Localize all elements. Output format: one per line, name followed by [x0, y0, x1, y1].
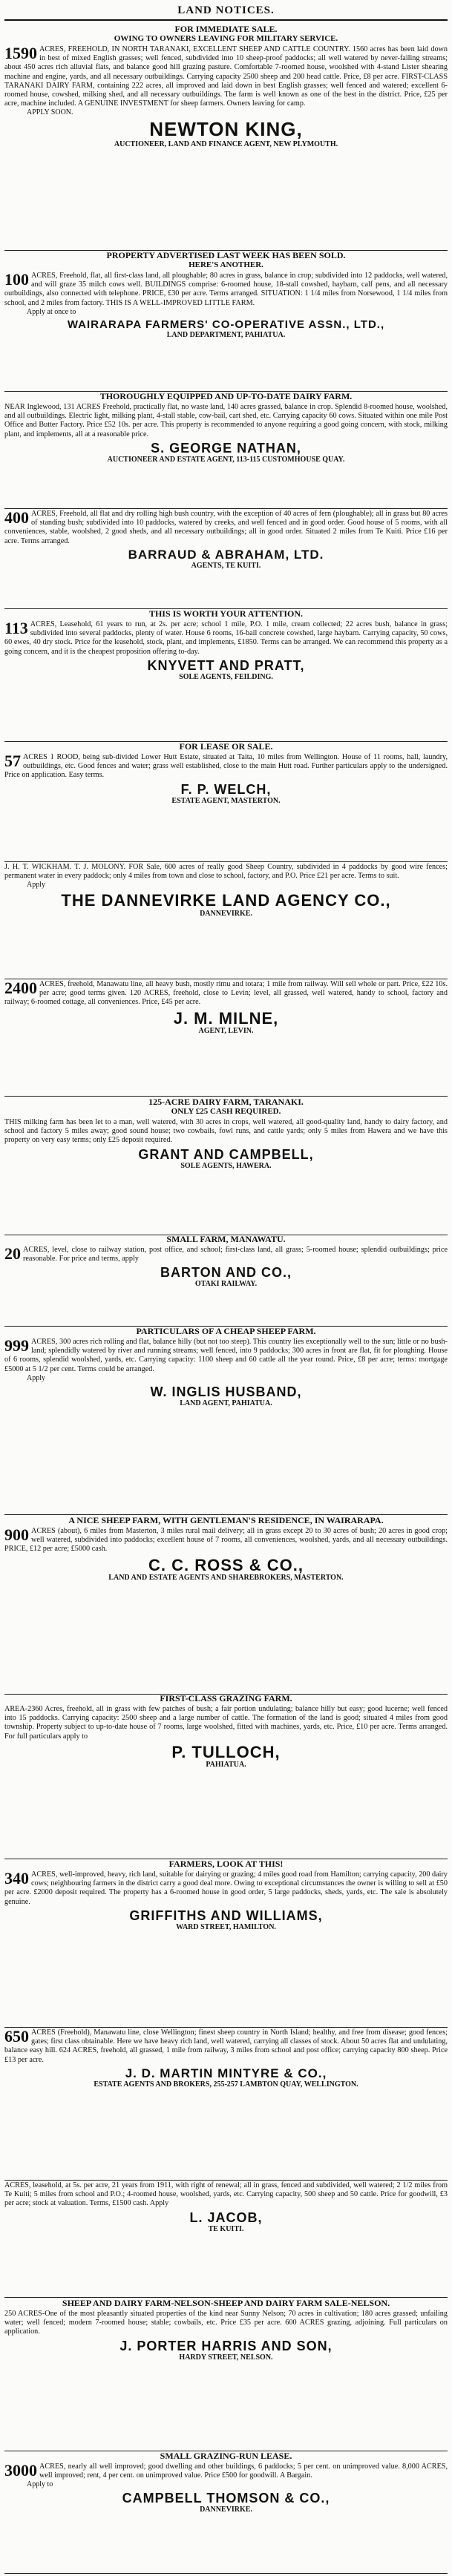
ad-signature: BARTON AND CO., — [160, 1265, 292, 1281]
ad-signature: THE DANNEVIRKE LAND AGENCY CO., — [61, 891, 391, 910]
ad-apply-note: Apply — [27, 1373, 45, 1382]
ad-signature-sub: SOLE AGENTS, FEILDING. — [179, 672, 273, 681]
land-ad — [4, 608, 448, 742]
ad-signature: BARRAUD & ABRAHAM, LTD. — [128, 547, 324, 562]
ad-body — [4, 403, 448, 439]
ad-signature: CAMPBELL THOMSON & CO., — [122, 2491, 330, 2506]
land-ad — [4, 2027, 448, 2181]
ad-body-text: ACRES, Freehold, all flat and dry rolling high bush country, with the exception of 40 acres of fern (ploughable); all in grass but 80 acres of standing bush; subdivided into 10 paddocks, watered by creeks, and well fenced and in good order. Good house of 5 rooms, with all conveniences, stable, woolshed, 2 good sheds, and all necessary outbuildings; all in good order. Situated 2 miles from Te Kuiti. Price £16 per acre. Terms arranged. — [4, 510, 448, 545]
ad-body-text: ACRES, leasehold, at 5s. per acre, 21 years from 1911, with right of renewal; all in grass, fenced and subdivided, well watered; 2 1/2 miles from Te Kuiti; 5 miles from school and P.O.; 4-roomed house, woolshed, yards, etc. Carrying capacity, 500 sheep and 50 cattle. Price for goodwill, £3 per acre; stock at valuation. Terms, £1500 cash. Apply — [4, 2181, 448, 2208]
ad-signature-sub: ESTATE AGENTS AND BROKERS, 255-257 LAMBTON QUAY, WELLINGTON. — [94, 2080, 358, 2089]
ad-body — [4, 272, 448, 308]
ad-body-text: 250 ACRES-One of the most pleasantly situated properties of the kind near Sunny Nelson; 70 acres in cultivation; 180 acres grassed; unfailing water; well fenced; modern 7-roomed house; stable; cowbails, etc. Price £35 per acre. 600 ACRES grazing, adjoining. Full particulars on application. — [4, 2310, 448, 2336]
ad-body-text: ACRES (Freehold), Manawatu line, close Wellington; finest sheep country in North Island; healthy, and free from disease; good fences; gates; first class obtainable. Here we have heavy rich land, well watered, carrying all classes of stock. About 50 acres flat and undulating, balance easy hill. 624 ACRES, freehold, all grassed, 1 mile from railway, 3 miles from school and post office; carrying capacity 800 sheep. Price £13 per acre. — [4, 2028, 448, 2064]
ad-apply-note: Apply to — [27, 2480, 53, 2489]
ad-signature: J. D. MARTIN MINTYRE & CO., — [125, 2066, 327, 2080]
ad-apply-note: Apply at once to — [27, 307, 76, 316]
ad-body — [4, 2028, 448, 2065]
ad-signature: C. C. ROSS & CO., — [148, 1555, 304, 1574]
ad-body — [4, 1527, 448, 1554]
ad-signature: L. JACOB, — [189, 2209, 263, 2225]
ad-heading: SMALL GRAZING-RUN LEASE. — [160, 2451, 292, 2461]
ad-heading: SHEEP AND DAIRY FARM-NELSON-SHEEP AND DAIRY FARM SALE-NELSON. — [62, 2298, 390, 2308]
ad-body — [4, 1705, 448, 1741]
ad-signature-sub: SOLE AGENTS, HAWERA. — [180, 1161, 272, 1170]
ad-signature: GRANT AND CAMPBELL, — [138, 1146, 314, 1162]
ad-lead-figure: 20 — [4, 1244, 21, 1263]
land-ad — [4, 250, 448, 392]
ad-body-text: THIS milking farm has been let to a man, well watered, with 30 acres in crops, well watered, all good-quality land, handy to dairy factory, and school and factory 5 miles away; good sound house; two cowbails, fowl runs, and cattle yards; only 5 miles from Hawera and we have this property on very easy terms; only £25 deposit required. — [4, 1118, 448, 1145]
ad-signature: NEWTON KING, — [149, 118, 303, 141]
land-ad — [4, 1234, 448, 1327]
ad-body — [4, 620, 448, 657]
ad-signature-sub: OTAKI RAILWAY. — [194, 1280, 258, 1289]
land-ad — [4, 1693, 448, 1859]
ad-signature: GRIFFITHS AND WILLIAMS, — [129, 1908, 323, 1923]
ad-signature: W. INGLIS HUSBAND, — [150, 1384, 302, 1399]
land-ad — [4, 1326, 448, 1515]
ad-signature: KNYVETT AND PRATT, — [147, 657, 305, 673]
ad-lead-figure: 113 — [4, 619, 28, 637]
ad-body — [4, 863, 448, 881]
ad-body — [4, 1870, 448, 1907]
ad-heading: THOROUGHLY EQUIPPED AND UP-TO-DATE DAIRY FARM. — [99, 391, 353, 401]
ad-heading: PROPERTY ADVERTISED LAST WEEK HAS BEEN SOLD. — [106, 250, 346, 260]
ad-signature: P. TULLOCH, — [171, 1742, 281, 1761]
ad-lead-figure: 2400 — [4, 979, 37, 997]
ad-heading: THIS IS WORTH YOUR ATTENTION. — [148, 608, 304, 619]
ad-signature: J. M. MILNE, — [173, 1008, 279, 1028]
ad-heading: FIRST-CLASS GRAZING FARM. — [160, 1693, 292, 1703]
ad-lead-figure: 400 — [4, 508, 29, 527]
ad-subheading: ONLY £25 CASH REQUIRED. — [171, 1107, 281, 1116]
land-ad — [4, 2180, 448, 2298]
ad-signature-sub: ESTATE AGENT, MASTERTON. — [171, 796, 281, 805]
ad-signature-sub: AUCTIONEER AND ESTATE AGENT, 113-115 CUSTOMHOUSE QUAY. — [107, 455, 345, 464]
ad-signature: F. P. WELCH, — [180, 781, 272, 797]
ad-body — [4, 2310, 448, 2337]
land-ad — [4, 861, 448, 979]
ad-heading: FARMERS, LOOK AT THIS! — [168, 1859, 284, 1869]
ad-subheading: HERE'S ANOTHER. — [189, 260, 263, 269]
ad-body-text: ACRES, Freehold, flat, all first-class land, all ploughable; 80 acres in grass, balance in crop; subdivided into 12 paddocks, well watered, and will graze 35 milch cows well. BUILDINGS comprise: 6-roomed house, 18-stall cowshed, haybarn, calf pens, and all necessary outbuildings, also connected with telephone. PRICE, £30 per acre. Terms arranged. SITUATION: 1 1/4 miles from Norsewood, 1 1/4 miles from school, and 2 miles from factory. THIS IS A WELL-IMPROVED LITTLE FARM. — [4, 272, 448, 307]
ad-heading: 125-ACRE DAIRY FARM, TARANAKI. — [148, 1097, 304, 1107]
ad-body-text: NEAR Inglewood, 131 ACRES Freehold, practically flat, no waste land, 140 acres grassed, balance in crop. Splendid 8-roomed house, woolshed, and all outbuildings. Electric light, milking plant, 4-stall stable, cow-bail, cart shed, etc. Carrying capacity 60 cows. Situated within one mile Post Office and Butter Factory. Price £52 10s. per acre. This property is recommended to anyone requiring a good going concern, with stock, milking plant, and implements, all at a reasonable price. — [4, 403, 448, 438]
ad-signature-sub: PAHIATUA. — [206, 1760, 246, 1769]
ad-body-text: ACRES, Leasehold, 61 years to run, at 2s. per acre; school 1 mile, P.O. 1 mile, cream collected; 22 acres bush, balance in grass; subdivided into several paddocks, plenty of water. House 6 rooms, 16-bail concrete cowshed, large haybarn. Carrying capacity, 50 cows, 60 ewes, 40 dry stock. Price for the leasehold, stock, plant, and implements, £1850. Terms can be arranged. We can recommend this property as a going concern, and it is the cheapest proposition offering to-day. — [4, 620, 448, 656]
ad-signature-sub: WARD STREET, HAMILTON. — [176, 1922, 276, 1931]
ad-signature-sub: AUCTIONEER, LAND AND FINANCE AGENT, NEW PLYMOUTH. — [114, 139, 338, 148]
ad-body — [4, 2462, 448, 2480]
ad-lead-figure: 650 — [4, 2027, 29, 2046]
land-ad — [4, 1515, 448, 1695]
ad-signature-sub: DANNEVIRKE. — [200, 909, 252, 918]
land-ad — [4, 741, 448, 862]
land-ad — [4, 1859, 448, 2028]
ad-lead-figure: 900 — [4, 1525, 29, 1544]
ad-heading: FOR IMMEDIATE SALE. — [174, 24, 278, 34]
ad-signature-sub: AGENTS, TE KUITI. — [191, 561, 261, 570]
ad-body-text: ACRES, nearly all well improved; good dwelling and other buildings, 6 paddocks; 5 per cent. on unimproved value. 8,000 ACRES, well improved; rent, 4 per cent. on unimproved value. Price £500 for goodwill. A Bargain. — [39, 2462, 448, 2480]
ad-signature-sub: LAND AND ESTATE AGENTS AND SHAREBROKERS, MASTERTON. — [108, 1573, 344, 1582]
land-ad — [4, 2451, 448, 2574]
ad-body — [4, 2181, 448, 2209]
ad-body — [4, 1338, 448, 1374]
ad-signature: WAIRARAPA FARMERS' CO-OPERATIVE ASSN., LTD., — [67, 318, 385, 331]
ad-body — [4, 1118, 448, 1146]
ad-body-text: ACRES, well-improved, heavy, rich land, suitable for dairying or grazing; 4 miles good road from Hamilton; carrying capacity, 200 dairy cows; neighbouring farmers in the district carry a good deal more. Owing to exceptional circumstances the owner is willing to sell at £50 per acre. £2000 deposit required. The property has a 6-roomed house in good order, 5 large paddocks, sheds, yards, etc. The sale is absolutely genuine. — [4, 1870, 448, 1906]
ad-body-text: ACRES (about), 6 miles from Masterton, 3 miles rural mail delivery; all in grass except 20 to 30 acres of bush; 20 acres in good crop; well watered, subdivided into paddocks; excellent house of 7 rooms, all conveniences, woolshed, yards, and all necessary outbuildings. PRICE, £12 per acre; £5000 cash. — [4, 1527, 448, 1554]
land-ad — [4, 1097, 448, 1235]
ad-signature-sub: DANNEVIRKE. — [200, 2506, 252, 2514]
ad-lead-figure: 999 — [4, 1336, 29, 1355]
land-ad — [4, 391, 448, 509]
land-ad — [4, 2298, 448, 2451]
ad-body-text: ACRES, level, close to railway station, post office, and school; first-class land, all grass; 5-roomed house; splendid outbuildings; price reasonable. For price and terms, apply — [23, 1246, 448, 1264]
ad-body — [4, 510, 448, 546]
ad-body-text: ACRES 1 ROOD, being sub-divided Lower Hutt Estate, situated at Taita, 10 miles from Wellington. House of 11 rooms, hall, laundry, outbuildings, etc. Good fences and water; grass well established, close to the main Hutt road. Further particulars apply to the undersigned. Price on application. Easy terms. — [4, 753, 448, 780]
land-ad — [4, 24, 448, 251]
ads-column — [4, 24, 448, 2573]
section-title: LAND NOTICES. — [4, 0, 448, 21]
ad-body-text: ACRES, freehold, Manawatu line, all heavy bush, mostly rimu and totara; 1 mile from railway. Will sell whole or part. Price, £22 10s. per acre; good terms given. 120 ACRES, freehold, close to Levin; level, all grassed, well watered, handy to school, factory and railway; 6-roomed cottage, all conveniences. Price, £45 per acre. — [4, 980, 448, 1007]
ad-subheading: OWING TO OWNERS LEAVING FOR MILITARY SERVICE. — [114, 34, 338, 43]
land-ad — [4, 508, 448, 609]
ad-lead-figure: 100 — [4, 270, 29, 289]
ad-signature: J. PORTER HARRIS AND SON, — [119, 2338, 333, 2353]
ad-body-text: ACRES, 300 acres rich rolling and flat, balance hilly (but not too steep). This country lies exceptionally well to the sun; little or no bush-land; splendidly watered by river and running streams; well fenced, into 9 paddocks; 300 acres in front are flat, fit for ploughing. House of 6 rooms, splendid woolshed, yards, etc. Carrying capacity: 1100 sheep and 60 cattle all the year round. Price, £8 per acre; terms: mortgage £5000 at 5 1/2 per cent. Terms could be arranged. — [4, 1338, 448, 1373]
ad-lead-figure: 1590 — [4, 44, 37, 62]
ad-heading: FOR LEASE OR SALE. — [179, 741, 273, 752]
ad-heading: A NICE SHEEP FARM, WITH GENTLEMAN'S RESIDENCE, IN WAIRARAPA. — [68, 1515, 384, 1525]
ad-apply-note: Apply — [27, 881, 45, 890]
land-ad — [4, 979, 448, 1097]
ad-signature-sub: AGENT, LEVIN. — [198, 1026, 254, 1035]
ad-body-text: ACRES, FREEHOLD, IN NORTH TARANAKI, EXCELLENT SHEEP AND CATTLE COUNTRY. 1560 acres has been laid down in best of mixed English grasses; well fenced, subdivided into 10 sheep-proof paddocks; all well watered by never-failing streams; about 450 acres rich alluvial flats, and balance good hill grazing pasture. Comfortable 7-roomed house, woolshed with 4-stand Lister shearing machine and engine, yards, and all necessary outbuildings. Carrying capacity 2500 sheep and 200 head cattle. Price, £8 per acre. FIRST-CLASS TARANAKI DAIRY FARM, containing 222 acres, all improved and laid down in best English grasses; well fenced and watered; excellent 6-roomed house, cowshed, milking shed, and all necessary outbuildings. The farm is well known as one of the best in the district. Price, £25 per acre, machine included. A GENUINE INVESTMENT for sheep farmers. Owners leaving for camp. — [4, 45, 448, 108]
ad-signature-sub: LAND DEPARTMENT, PAHIATUA. — [166, 330, 286, 339]
ad-body — [4, 45, 448, 108]
ad-signature-sub: TE KUITI. — [208, 2224, 244, 2233]
ad-signature-sub: LAND AGENT, PAHIATUA. — [180, 1399, 272, 1407]
ad-apply-note: APPLY SOON. — [27, 108, 73, 117]
ad-lead-figure: 57 — [4, 752, 21, 770]
ad-body — [4, 753, 448, 781]
ad-signature: S. GEORGE NATHAN, — [151, 440, 301, 456]
ad-body — [4, 980, 448, 1008]
ad-heading: PARTICULARS OF A CHEAP SHEEP FARM. — [136, 1326, 316, 1336]
ad-body-text: AREA-2360 Acres, freehold, all in grass with few patches of bush; a fair portion undulating; balance hilly but easy; good lucerne; well fenced into 15 paddocks. Carrying capacity: 2500 sheep and a large number of cattle. The formation of the land is good; situated 4 miles from good township. Property subject to up-to-date house of 7 rooms, large woolshed, fitted with machines, yards, etc. Price, £10 per acre. Terms arranged. For full particulars apply to — [4, 1705, 448, 1741]
ad-body-text: J. H. T. WICKHAM. T. J. MOLONY. FOR Sale, 600 acres of really good Sheep Country, subdivided in 4 paddocks by good wire fences; permanent water in every paddock; only 4 miles from town and close to school, factory, and P.O. Price £21 per acre. Terms to suit. — [4, 863, 448, 881]
ad-body — [4, 1246, 448, 1264]
ad-heading: SMALL FARM, MANAWATU. — [166, 1234, 286, 1244]
ad-lead-figure: 3000 — [4, 2461, 37, 2480]
ad-signature-sub: HARDY STREET, NELSON. — [179, 2353, 273, 2362]
ad-lead-figure: 340 — [4, 1869, 29, 1887]
